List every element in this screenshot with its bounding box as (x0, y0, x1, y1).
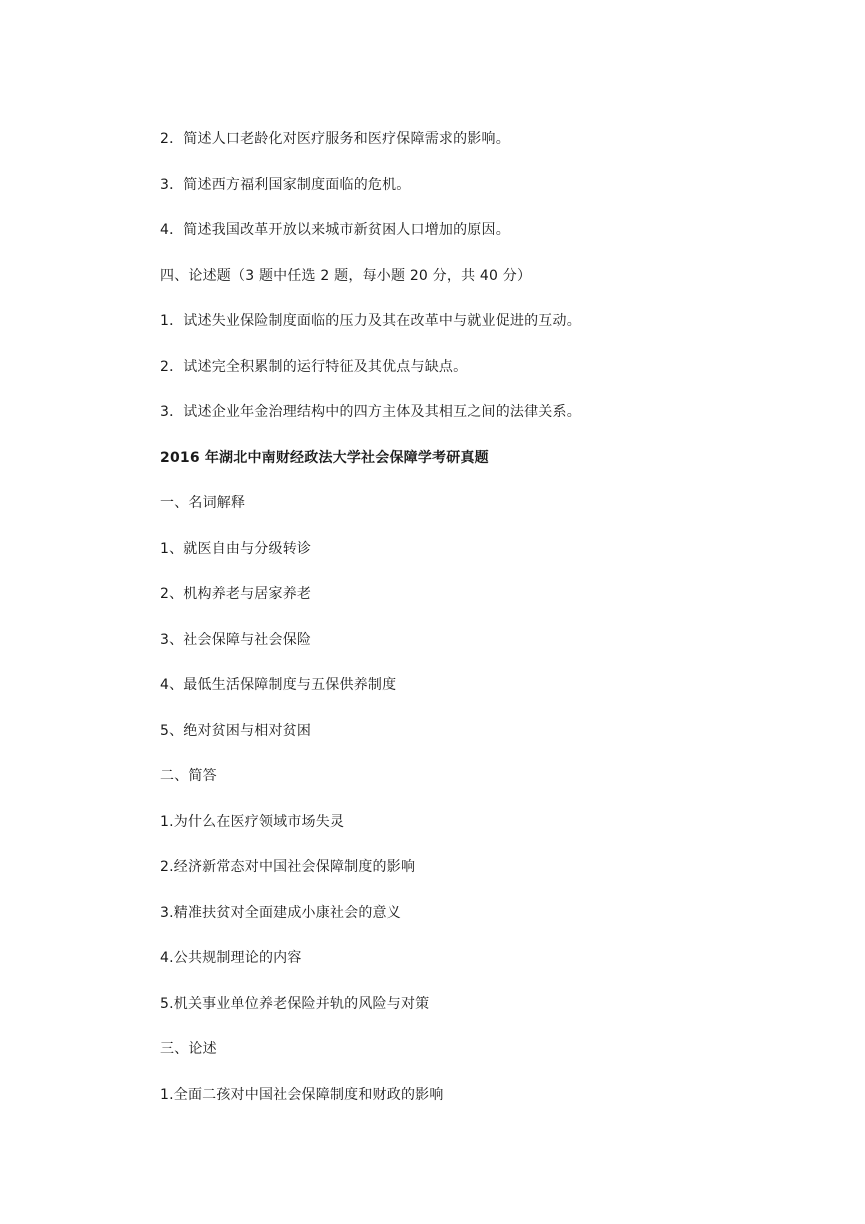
section-heading: 二、简答 (160, 768, 217, 784)
question-line: 3．试述企业年金治理结构中的四方主体及其相互之间的法律关系。 (160, 404, 581, 420)
question-line: 4、最低生活保障制度与五保供养制度 (160, 677, 397, 693)
section-heading: 三、论述 (160, 1041, 217, 1057)
question-line: 1.全面二孩对中国社会保障制度和财政的影响 (160, 1087, 444, 1103)
question-line: 5、绝对贫困与相对贫困 (160, 723, 312, 739)
question-line: 4．简述我国改革开放以来城市新贫困人口增加的原因。 (160, 222, 510, 238)
question-line: 2．试述完全积累制的运行特征及其优点与缺点。 (160, 359, 468, 375)
section-heading: 一、名词解释 (160, 495, 246, 511)
exam-title: 2016 年湖北中南财经政法大学社会保障学考研真题 (160, 450, 489, 466)
question-line: 3．简述西方福利国家制度面临的危机。 (160, 177, 411, 193)
section-heading: 四、论述题（3 题中任选 2 题，每小题 20 分，共 40 分） (160, 268, 532, 284)
question-line: 2．简述人口老龄化对医疗服务和医疗保障需求的影响。 (160, 131, 510, 147)
question-line: 3、社会保障与社会保险 (160, 632, 312, 648)
question-line: 3.精准扶贫对全面建成小康社会的意义 (160, 905, 401, 921)
question-line: 5.机关事业单位养老保险并轨的风险与对策 (160, 996, 430, 1012)
question-line: 1．试述失业保险制度面临的压力及其在改革中与就业促进的互动。 (160, 313, 581, 329)
question-line: 2、机构养老与居家养老 (160, 586, 312, 602)
question-line: 1.为什么在医疗领域市场失灵 (160, 814, 345, 830)
question-line: 1、就医自由与分级转诊 (160, 541, 312, 557)
question-line: 2.经济新常态对中国社会保障制度的影响 (160, 859, 416, 875)
question-line: 4.公共规制理论的内容 (160, 950, 302, 966)
